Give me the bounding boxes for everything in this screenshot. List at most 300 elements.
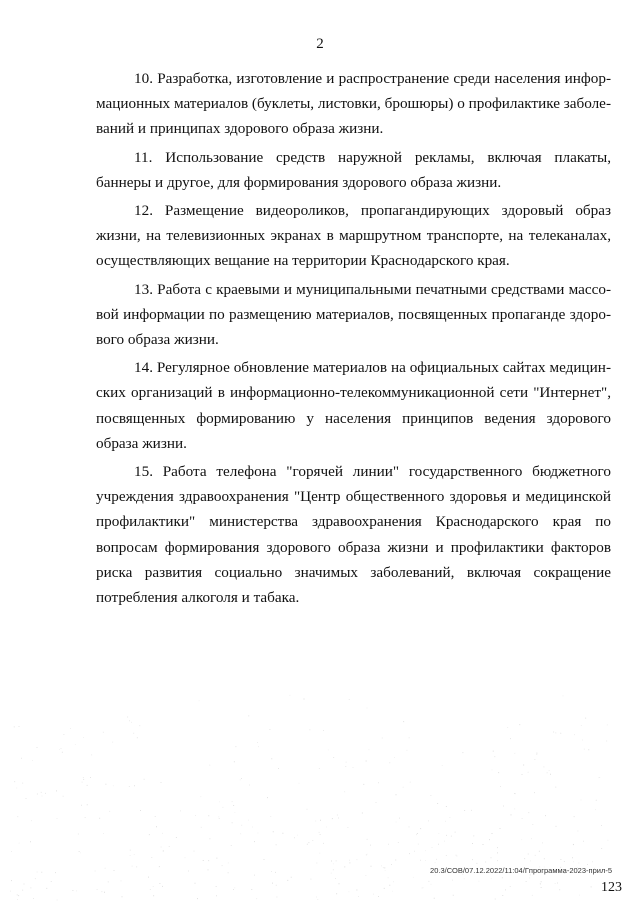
scan-speck (413, 877, 414, 878)
scan-speck (320, 834, 321, 835)
scan-speck (162, 833, 163, 834)
scan-speck (452, 880, 453, 881)
document-body (96, 66, 611, 613)
scan-speck (33, 898, 34, 899)
scan-speck (532, 895, 533, 896)
scan-speck (350, 863, 351, 864)
scan-speck (251, 889, 252, 890)
scan-speck (277, 897, 278, 898)
paragraph-item-11: 11. Использование средств наружной рекламы, включая плакаты, баннеры и другое, для формирования здорового образа жизни. (96, 148, 611, 191)
scan-speck (109, 811, 110, 812)
scan-speck (130, 855, 131, 856)
scan-speck (425, 860, 426, 861)
scan-speck (254, 841, 255, 842)
scan-speck (85, 817, 86, 818)
scan-speck (399, 818, 400, 819)
scan-speck (108, 882, 109, 883)
scan-speck (510, 738, 511, 739)
scan-speck (333, 757, 334, 758)
scan-speck (572, 857, 573, 858)
scan-speck (316, 897, 317, 898)
scan-speck (530, 861, 531, 862)
scan-speck (378, 896, 379, 897)
scan-speck (19, 843, 20, 844)
scan-speck (290, 695, 291, 696)
scan-speck (489, 839, 490, 840)
scan-speck (333, 869, 334, 870)
scan-speck (148, 877, 149, 878)
scan-speck (232, 822, 233, 823)
scan-speck (366, 875, 367, 876)
scan-speck (22, 890, 23, 891)
scan-speck (234, 761, 235, 762)
scan-speck (291, 877, 292, 878)
scan-speck (450, 817, 451, 818)
scan-speck (601, 848, 602, 849)
scan-speck (583, 841, 584, 842)
scan-speck (472, 859, 473, 860)
scan-speck (438, 844, 439, 845)
scan-speck (42, 796, 43, 797)
scan-speck (271, 871, 272, 872)
scan-speck (514, 809, 515, 810)
scan-speck (139, 725, 140, 726)
scan-speck (248, 716, 249, 717)
scan-speck (396, 794, 397, 795)
scan-speck (83, 779, 84, 780)
scan-speck (31, 820, 32, 821)
scan-speck (601, 825, 602, 826)
scan-speck (129, 720, 130, 721)
scan-speck (270, 816, 271, 817)
scan-speck (500, 828, 501, 829)
scan-speck (483, 844, 484, 845)
scan-speck (113, 785, 114, 786)
scan-speck (103, 732, 104, 733)
scan-speck (176, 837, 177, 838)
scan-speck (150, 889, 151, 890)
scan-speck (545, 815, 546, 816)
paragraph-item-10: 10. Разработка, изготовление и распространение среди населения информационных материалов (буклеты, листовки, брошюры) о профилактике заболеваний и принципах здорового образа жизни. (96, 70, 611, 138)
scan-speck (254, 875, 255, 876)
scan-speck (161, 782, 162, 783)
scan-speck (536, 754, 537, 755)
scan-speck (497, 847, 498, 848)
scan-speck (45, 793, 46, 794)
scan-speck (208, 870, 209, 871)
scan-speck (37, 872, 38, 873)
scan-speck (423, 887, 424, 888)
scan-speck (541, 887, 542, 888)
scan-speck (491, 878, 492, 879)
scan-speck (592, 861, 593, 862)
scan-speck (491, 857, 492, 858)
scan-speck (410, 782, 411, 783)
scan-speck (541, 881, 542, 882)
paragraph-item-13: 13. Работа с краевыми и муниципальными печатными средствами массовой информации по размещению материалов, посвященных пропаганде здорового образа жизни. (96, 280, 611, 349)
scan-speck (389, 885, 390, 886)
scan-speck (495, 899, 496, 900)
scan-speck (392, 891, 393, 892)
scan-speck (522, 774, 523, 775)
scan-speck (273, 831, 274, 832)
scan-speck (55, 872, 56, 873)
scan-speck (240, 780, 241, 781)
scan-speck (455, 832, 456, 833)
scan-speck (409, 853, 410, 854)
scan-speck (588, 749, 589, 750)
scan-speck (595, 809, 596, 810)
scan-speck (336, 893, 337, 894)
scan-speck (31, 888, 32, 889)
scan-speck (271, 758, 272, 759)
scan-speck (473, 836, 474, 837)
scan-speck (276, 885, 277, 886)
scan-speck (134, 785, 135, 786)
scan-speck (555, 883, 556, 884)
scan-speck (307, 809, 308, 810)
scan-speck (41, 792, 42, 793)
scan-speck (437, 803, 438, 804)
scan-speck (573, 844, 574, 845)
scan-speck (362, 813, 363, 814)
scan-speck (345, 766, 346, 767)
paragraph-item-12: 12. Размещение видеороликов, пропагандирующих здоровый образ жизни, на телевизионных экранах в маршрутном транспорте, на телеканалах, осуществляющих вещание на территории Краснодарского края. (96, 202, 611, 270)
scan-speck (428, 821, 429, 822)
scan-speck (223, 807, 224, 808)
scan-speck (338, 818, 339, 819)
scan-speck (560, 733, 561, 734)
scan-speck (336, 861, 337, 862)
scan-speck (335, 878, 336, 879)
scan-speck (331, 861, 332, 862)
scan-speck (149, 834, 150, 835)
scan-speck (357, 859, 358, 860)
scan-speck (222, 865, 223, 866)
scan-speck (91, 755, 92, 756)
scan-speck (10, 891, 11, 892)
scan-speck (276, 844, 277, 845)
scan-speck (497, 860, 498, 861)
scan-speck (532, 824, 533, 825)
scan-speck (18, 895, 19, 896)
scan-speck (61, 748, 62, 749)
scan-speck (376, 802, 377, 803)
scan-speck (228, 872, 229, 873)
scan-speck (161, 847, 162, 848)
scan-speck (425, 850, 426, 851)
scan-speck (317, 863, 318, 864)
scan-speck (367, 708, 368, 709)
scan-speck (287, 880, 288, 881)
scan-speck (37, 747, 38, 748)
scan-speck (522, 818, 523, 819)
scan-speck (555, 733, 556, 734)
scan-speck (494, 756, 495, 757)
scan-speck (357, 890, 358, 891)
scan-speck (446, 855, 447, 856)
scan-speck (398, 842, 399, 843)
scan-speck (136, 867, 137, 868)
scan-speck (531, 838, 532, 839)
scan-speck (391, 864, 392, 865)
scan-speck (241, 778, 242, 779)
scan-speck (463, 752, 464, 753)
scan-speck (429, 881, 430, 882)
scan-speck (444, 841, 445, 842)
scan-speck (500, 786, 501, 787)
scan-speck (56, 791, 57, 792)
scan-speck (80, 852, 81, 853)
sheet-number: 123 (601, 880, 622, 895)
scan-speck (381, 866, 382, 867)
scan-speck (210, 838, 211, 839)
scan-speck (349, 699, 350, 700)
scan-speck (384, 868, 385, 869)
scan-speck (133, 733, 134, 734)
scan-speck (307, 844, 308, 845)
scan-speck (90, 777, 91, 778)
scan-speck (37, 794, 38, 795)
scan-speck (578, 863, 579, 864)
scan-speck (241, 825, 242, 826)
scan-speck (153, 895, 154, 896)
scan-speck (30, 841, 31, 842)
scan-speck (62, 752, 63, 753)
scan-speck (248, 820, 249, 821)
scan-speck (344, 867, 345, 868)
scan-speck (46, 888, 47, 889)
scan-speck (528, 854, 529, 855)
scan-speck (535, 855, 536, 856)
scan-speck (442, 765, 443, 766)
scan-speck (388, 877, 389, 878)
scan-speck (102, 891, 103, 892)
paragraph-item-15: 15. Работа телефона "горячей линии" государственного бюджетного учреждения здравоохранения "Центр общественного здоровья и медицинской профилактики" министерства здравоохранения Краснодарского края по вопросам формирования здорового образа жизни и профилактики факторов риска развития социально значимых заболеваний, включая сокращение потребления алкоголя и табака. (96, 463, 611, 607)
scan-speck (542, 843, 543, 844)
scan-speck (81, 805, 82, 806)
scan-speck (235, 812, 236, 813)
scan-speck (511, 815, 512, 816)
scan-speck (585, 718, 586, 719)
scan-speck (209, 765, 210, 766)
scan-speck (200, 796, 201, 797)
scan-speck (544, 858, 545, 859)
scan-speck (432, 847, 433, 848)
scan-speck (137, 737, 138, 738)
scan-speck (416, 834, 417, 835)
scan-speck (367, 839, 368, 840)
scan-speck (309, 842, 310, 843)
scan-speck (163, 851, 164, 852)
scan-speck (217, 858, 218, 859)
scan-speck (219, 801, 220, 802)
scan-speck (216, 886, 217, 887)
scan-speck (185, 857, 186, 858)
scan-speck (557, 883, 558, 884)
scan-speck (70, 728, 71, 729)
scan-speck (492, 770, 493, 771)
scan-speck (331, 873, 332, 874)
scan-speck (556, 826, 557, 827)
scan-speck (272, 883, 273, 884)
scan-speck (418, 844, 419, 845)
scan-speck (510, 886, 511, 887)
scan-speck (258, 746, 259, 747)
scan-speck (431, 795, 432, 796)
scan-speck (435, 862, 436, 863)
scan-speck (451, 836, 452, 837)
scan-speck (82, 782, 83, 783)
scan-speck (471, 810, 472, 811)
scan-speck (257, 742, 258, 743)
scan-speck (502, 877, 503, 878)
scan-speck (87, 785, 88, 786)
scan-speck (234, 888, 235, 889)
scan-speck (434, 898, 435, 899)
scan-speck (294, 837, 295, 838)
scan-speck (492, 833, 493, 834)
scan-speck (299, 783, 300, 784)
scan-speck (367, 854, 368, 855)
scan-speck (578, 831, 579, 832)
scan-speck (420, 860, 421, 861)
scan-speck (14, 781, 15, 782)
scan-speck (438, 833, 439, 834)
scan-speck (464, 878, 465, 879)
scan-speck (216, 895, 217, 896)
scan-speck (514, 753, 515, 754)
scan-speck (337, 815, 338, 816)
scan-speck (436, 859, 437, 860)
scan-speck (208, 860, 209, 861)
scan-speck (417, 833, 418, 834)
scan-speck (526, 881, 527, 882)
scan-speck (122, 896, 123, 897)
scan-speck (326, 827, 327, 828)
scan-speck (528, 772, 529, 773)
scan-speck (524, 858, 525, 859)
scan-speck (283, 833, 284, 834)
scan-speck (535, 759, 536, 760)
scan-speck (574, 734, 575, 735)
scan-speck (371, 866, 372, 867)
scan-speck (370, 845, 371, 846)
scan-speck (457, 856, 458, 857)
scan-speck (573, 844, 574, 845)
scan-speck (163, 851, 164, 852)
scan-speck (547, 772, 548, 773)
scan-speck (159, 866, 160, 867)
scan-speck (431, 884, 432, 885)
scan-speck (63, 796, 64, 797)
scan-speck (83, 737, 84, 738)
scan-speck (19, 726, 20, 727)
scan-speck (73, 890, 74, 891)
scan-speck (323, 730, 324, 731)
scan-speck (144, 779, 145, 780)
scan-speck (194, 851, 195, 852)
scan-speck (317, 899, 318, 900)
scan-speck (505, 890, 506, 891)
scan-speck (378, 782, 379, 783)
scan-speck (195, 883, 196, 884)
scan-speck (87, 804, 88, 805)
scan-speck (17, 816, 18, 817)
scan-speck (17, 895, 18, 896)
scan-speck (584, 749, 585, 750)
scan-speck (507, 727, 508, 728)
paragraph-item-14: 14. Регулярное обновление материалов на официальных сайтах медицинских организаций в информационно-телекоммуникационной сети "Интернет", посвященных формированию у населения принципов ведения здорового образа жизни. (96, 359, 611, 452)
scan-speck (156, 826, 157, 827)
scan-speck (528, 812, 529, 813)
scan-speck (127, 717, 128, 718)
scan-speck (233, 889, 234, 890)
scan-speck (112, 742, 113, 743)
scan-speck (502, 895, 503, 896)
scan-speck (328, 750, 329, 751)
scan-speck (389, 762, 390, 763)
scan-speck (188, 871, 189, 872)
scan-speck (561, 859, 562, 860)
scan-speck (169, 846, 170, 847)
scan-speck (208, 815, 209, 816)
scan-speck (403, 721, 404, 722)
scan-speck (304, 699, 305, 700)
scan-speck (249, 785, 250, 786)
scan-speck (35, 878, 36, 879)
scan-speck (395, 860, 396, 861)
scan-speck (106, 784, 107, 785)
scan-speck (75, 744, 76, 745)
scan-speck (420, 828, 421, 829)
scan-speck (493, 751, 494, 752)
scan-speck (199, 700, 200, 701)
scan-speck (233, 805, 234, 806)
scan-speck (319, 832, 320, 833)
scan-speck (339, 883, 340, 884)
scan-speck (464, 810, 465, 811)
scan-speck (275, 872, 276, 873)
scan-speck (218, 817, 219, 818)
scan-speck (366, 855, 367, 856)
scan-speck (99, 818, 100, 819)
scan-speck (332, 818, 333, 819)
scan-speck (140, 810, 141, 811)
scan-speck (252, 827, 253, 828)
page-number: 2 (316, 36, 324, 52)
scan-speck (384, 888, 385, 889)
scan-speck (407, 750, 408, 751)
scan-speck (363, 784, 364, 785)
scan-speck (369, 749, 370, 750)
scan-speck (180, 811, 181, 812)
scan-speck (544, 767, 545, 768)
scan-speck (83, 777, 84, 778)
scan-speck (278, 768, 279, 769)
scan-speck (151, 857, 152, 858)
scan-speck (264, 859, 265, 860)
scan-speck (607, 725, 608, 726)
scan-speck (503, 806, 504, 807)
scan-speck (131, 722, 132, 723)
scan-speck (348, 827, 349, 828)
scan-speck (537, 753, 538, 754)
scan-speck (203, 860, 204, 861)
scan-speck (598, 777, 599, 778)
scan-speck (573, 861, 574, 862)
scan-speck (231, 845, 232, 846)
